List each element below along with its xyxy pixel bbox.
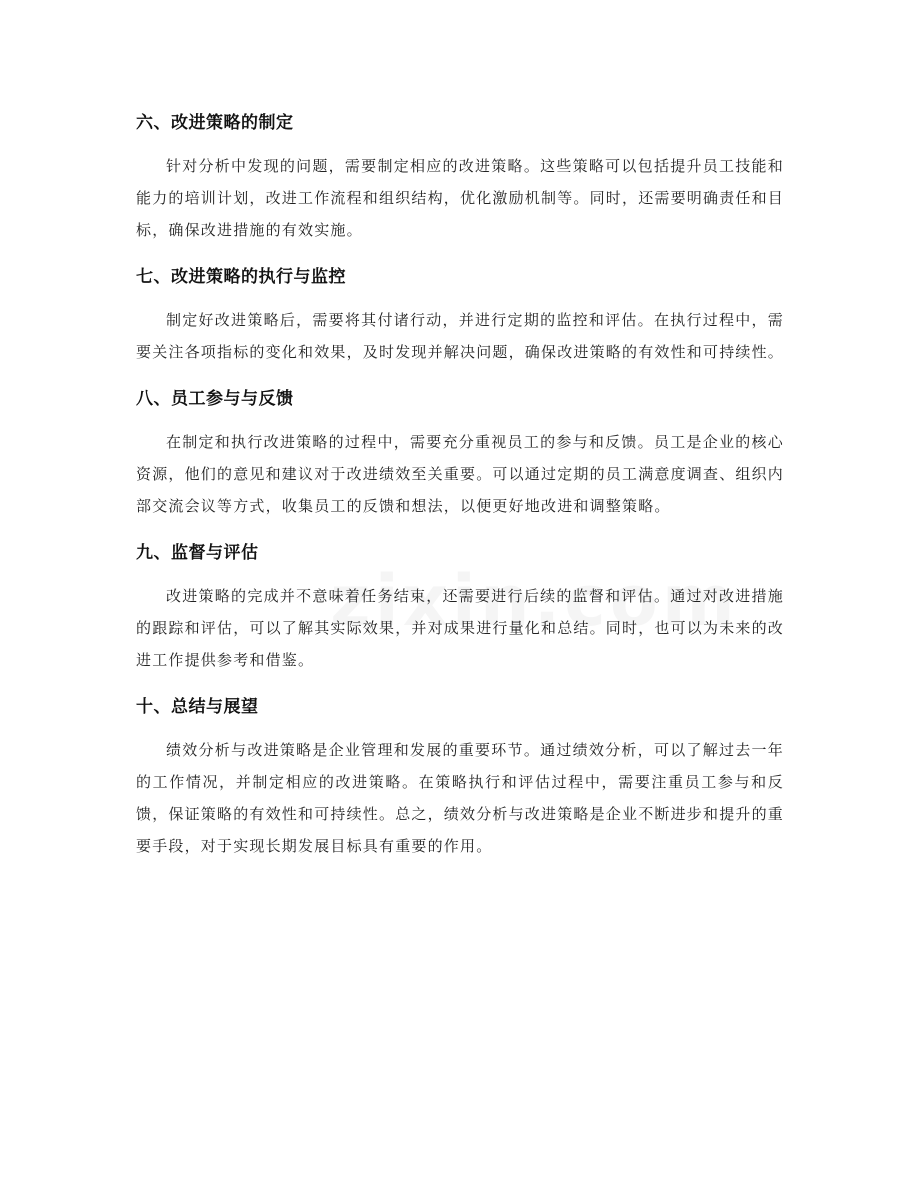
section-paragraph: 绩效分析与改进策略是企业管理和发展的重要环节。通过绩效分析，可以了解过去一年的工作情况，并制定相应的改进策略。在策略执行和评估过程中，需要注重员工参与和反馈，保证策略的有效性和可持续性。总之，绩效分析与改进策略是企业不断进步和提升的重要手段，对于实现长期发展目标具有重要的作用。	[136, 741, 785, 855]
section-paragraph: 制定好改进策略后，需要将其付诸行动，并进行定期的监控和评估。在执行过程中，需要关注各项指标的变化和效果，及时发现并解决问题，确保改进策略的有效性和可持续性。	[136, 311, 785, 361]
section-heading: 七、改进策略的执行与监控	[136, 267, 346, 287]
section-7	[136, 258, 784, 368]
section-6	[136, 104, 784, 246]
section-8	[136, 380, 784, 522]
section-9	[136, 534, 784, 676]
document-page	[136, 104, 784, 874]
section-paragraph: 在制定和执行改进策略的过程中，需要充分重视员工的参与和反馈。员工是企业的核心资源，他们的意见和建议对于改进绩效至关重要。可以通过定期的员工满意度调查、组织内部交流会议等方式，收集员工的反馈和想法，以便更好地改进和调整策略。	[136, 433, 785, 515]
section-10	[136, 688, 784, 862]
section-paragraph: 针对分析中发现的问题，需要制定相应的改进策略。这些策略可以包括提升员工技能和能力的培训计划，改进工作流程和组织结构，优化激励机制等。同时，还需要明确责任和目标，确保改进措施的有效实施。	[136, 157, 785, 239]
section-heading: 九、监督与评估	[136, 543, 259, 563]
section-paragraph: 改进策略的完成并不意味着任务结束，还需要进行后续的监督和评估。通过对改进措施的跟踪和评估，可以了解其实际效果，并对成果进行量化和总结。同时，也可以为未来的改进工作提供参考和借鉴。	[136, 587, 785, 669]
section-heading: 十、总结与展望	[136, 697, 259, 717]
section-heading: 八、员工参与与反馈	[136, 389, 294, 409]
section-heading: 六、改进策略的制定	[136, 113, 294, 133]
